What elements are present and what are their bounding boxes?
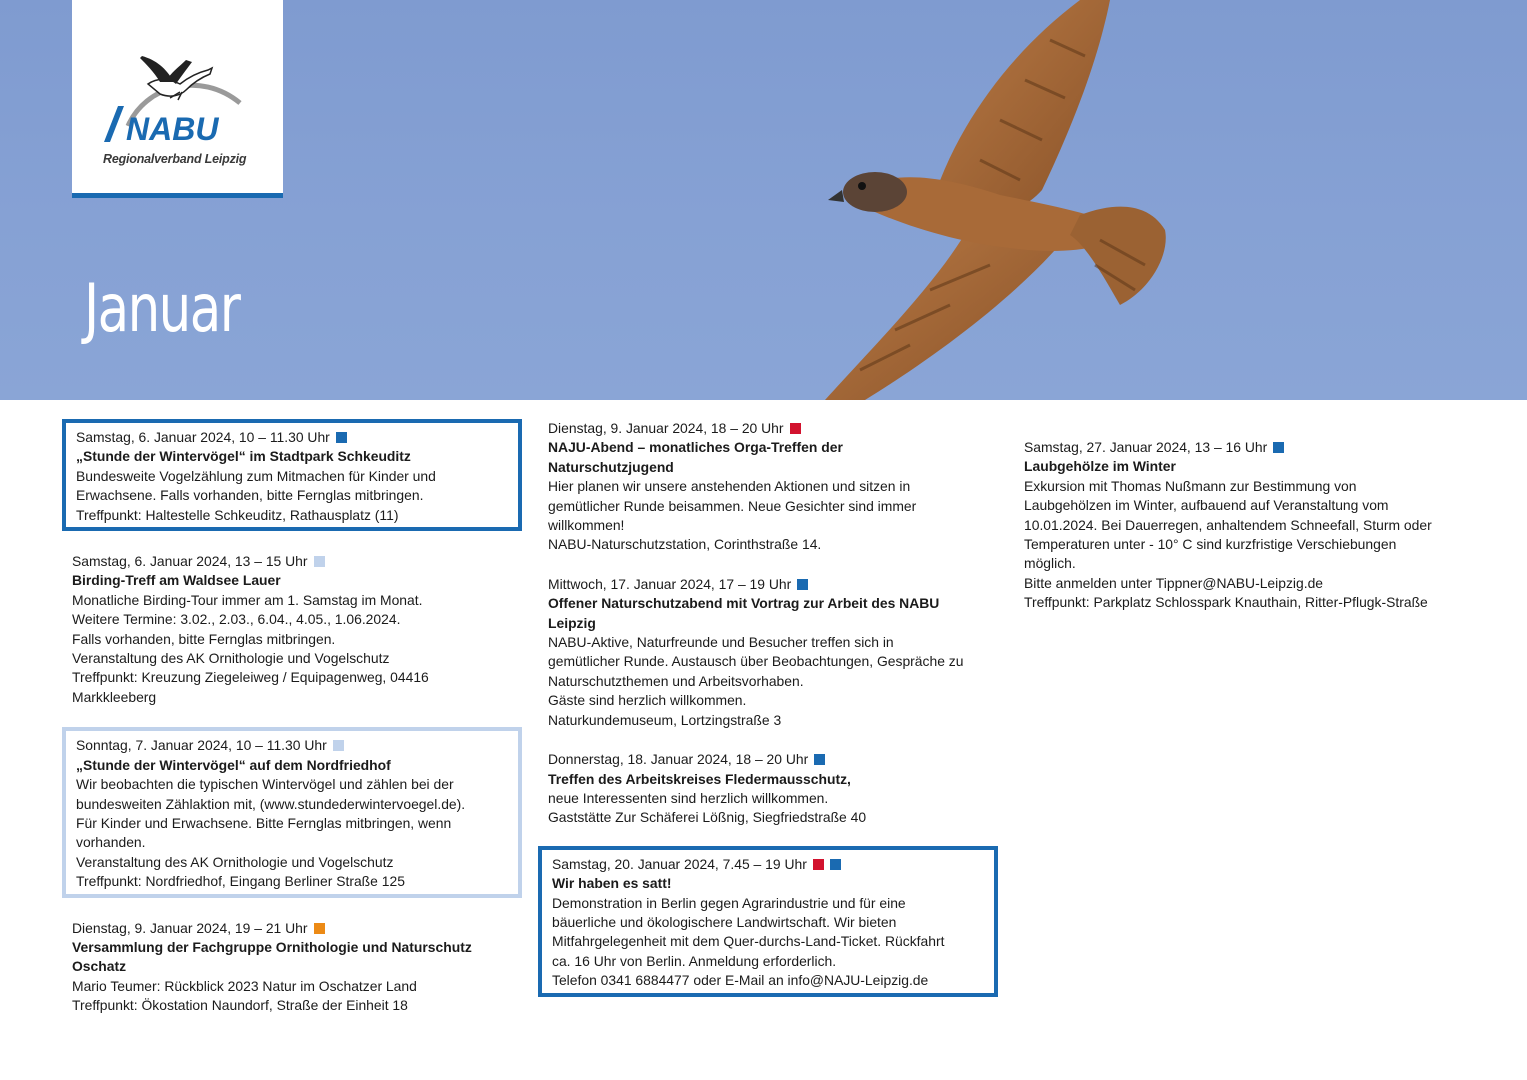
event-date: Mittwoch, 17. Januar 2024, 17 – 19 Uhr <box>548 575 988 594</box>
event-text: Naturschutzthemen und Arbeitsvorhaben. <box>548 672 804 689</box>
blue-marker <box>336 432 347 443</box>
event-text: Veranstaltung des AK Ornithologie und Vogelschutz <box>76 853 394 870</box>
event-title: Offener Naturschutzabend mit Vortrag zur Arbeit des NABU <box>548 595 940 612</box>
event-text: Treffpunkt: Nordfriedhof, Eingang Berliner Straße 125 <box>76 873 405 890</box>
event-text: Monatliche Birding-Tour immer am 1. Samstag im Monat. <box>72 591 423 608</box>
svg-text:NABU: NABU <box>126 111 219 143</box>
event-date: Samstag, 6. Januar 2024, 10 – 11.30 Uhr <box>76 428 508 447</box>
event-date: Sonntag, 7. Januar 2024, 10 – 11.30 Uhr <box>76 736 508 755</box>
event-card <box>62 419 522 531</box>
orange-marker <box>314 923 325 934</box>
event-card <box>62 727 522 897</box>
event-text: Gaststätte Zur Schäferei Lößnig, Siegfriedstraße 40 <box>548 809 867 826</box>
event-card <box>538 846 998 997</box>
event-title: Versammlung der Fachgruppe Ornithologie und Naturschutz <box>72 938 472 955</box>
event-text: Treffpunkt: Haltestelle Schkeuditz, Rathausplatz (11) <box>76 506 399 523</box>
event-text: Bitte anmelden unter Tippner@NABU-Leipzig.de <box>1024 574 1324 591</box>
light-blue-marker <box>314 556 325 567</box>
event-text: vorhanden. <box>76 834 146 851</box>
org-subtitle: Regionalverband Leipzig <box>103 152 247 166</box>
event-card <box>538 419 998 555</box>
event-text: Falls vorhanden, bitte Fernglas mitbringen. <box>72 630 336 647</box>
event-card <box>538 575 998 730</box>
event-title: „Stunde der Wintervögel“ im Stadtpark Schkeuditz <box>76 448 411 465</box>
event-date: Samstag, 20. Januar 2024, 7.45 – 19 Uhr <box>552 855 984 874</box>
red-marker <box>813 859 824 870</box>
event-text: 10.01.2024. Bei Dauerregen, anhaltendem Schneefall, Sturm oder <box>1024 516 1432 533</box>
blue-marker <box>830 859 841 870</box>
event-card <box>1014 438 1474 613</box>
event-title: Oschatz <box>72 958 127 975</box>
event-title: „Stunde der Wintervögel“ auf dem Nordfriedhof <box>76 756 391 773</box>
event-date: Dienstag, 9. Januar 2024, 19 – 21 Uhr <box>72 919 512 938</box>
event-title: NAJU-Abend – monatliches Orga-Treffen der <box>548 439 843 456</box>
event-date: Dienstag, 9. Januar 2024, 18 – 20 Uhr <box>548 419 988 438</box>
event-text: willkommen! <box>548 517 625 534</box>
event-card <box>62 552 522 707</box>
event-text: Mitfahrgelegenheit mit dem Quer-durchs-Land-Ticket. Rückfahrt <box>552 933 945 950</box>
event-text: Markkleeberg <box>72 688 157 705</box>
event-text: Temperaturen unter - 10° C sind kurzfristige Verschiebungen <box>1024 536 1397 553</box>
event-date: Samstag, 27. Januar 2024, 13 – 16 Uhr <box>1024 438 1464 457</box>
blue-marker <box>814 754 825 765</box>
event-title: Wir haben es satt! <box>552 875 672 892</box>
event-title: Naturschutzjugend <box>548 458 674 475</box>
event-text: gemütlicher Runde. Austausch über Beobachtungen, Gespräche zu <box>548 653 964 670</box>
event-text: bundesweiten Zählaktion mit, (www.stundederwintervoegel.de). <box>76 795 466 812</box>
event-date: Donnerstag, 18. Januar 2024, 18 – 20 Uhr <box>548 750 988 769</box>
event-card <box>538 750 998 828</box>
event-text: möglich. <box>1024 555 1076 572</box>
month-title: Januar <box>84 270 240 347</box>
event-text: NABU-Naturschutzstation, Corinthstraße 14. <box>548 536 822 553</box>
nabu-logo <box>72 0 283 198</box>
event-text: Naturkundemuseum, Lortzingstraße 3 <box>548 711 782 728</box>
event-text: Für Kinder und Erwachsene. Bitte Fernglas mitbringen, wenn <box>76 814 452 831</box>
event-text: Bundesweite Vogelzählung zum Mitmachen für Kinder und <box>76 467 436 484</box>
event-text: bäuerliche und ökologischere Landwirtschaft. Wir bieten <box>552 913 897 930</box>
event-date: Samstag, 6. Januar 2024, 13 – 15 Uhr <box>72 552 512 571</box>
event-text: ca. 16 Uhr von Berlin. Anmeldung erforderlich. <box>552 952 837 969</box>
event-text: Demonstration in Berlin gegen Agrarindustrie und für eine <box>552 894 906 911</box>
event-title: Treffen des Arbeitskreises Fledermausschutz, <box>548 770 851 787</box>
red-marker <box>790 423 801 434</box>
event-text: Laubgehölzen im Winter, aufbauend auf Veranstaltung vom <box>1024 497 1389 514</box>
event-text: Telefon 0341 6884477 oder E-Mail an info@NAJU-Leipzig.de <box>552 972 929 989</box>
event-text: Veranstaltung des AK Ornithologie und Vogelschutz <box>72 650 390 667</box>
event-card <box>62 919 522 1016</box>
event-title: Laubgehölze im Winter <box>1024 458 1176 475</box>
events-column-2 <box>538 419 998 1012</box>
event-text: Wir beobachten die typischen Wintervögel und zählen bei der <box>76 776 454 793</box>
hero-banner <box>0 0 1527 400</box>
event-text: Exkursion mit Thomas Nußmann zur Bestimmung von <box>1024 477 1357 494</box>
event-text: Hier planen wir unsere anstehenden Aktionen und sitzen in <box>548 478 911 495</box>
event-text: gemütlicher Runde beisammen. Neue Gesichter sind immer <box>548 497 917 514</box>
event-text: NABU-Aktive, Naturfreunde und Besucher treffen sich in <box>548 634 894 651</box>
event-text: Treffpunkt: Kreuzung Ziegeleiweg / Equipagenweg, 04416 <box>72 669 429 686</box>
event-text: Treffpunkt: Ökostation Naundorf, Straße der Einheit 18 <box>72 997 408 1014</box>
event-text: Treffpunkt: Parkplatz Schlosspark Knauthain, Ritter-Pflugk-Straße <box>1024 594 1428 611</box>
events-column-3 <box>1014 438 1474 633</box>
event-text: Weitere Termine: 3.02., 2.03., 6.04., 4.05., 1.06.2024. <box>72 611 401 628</box>
event-text: Gäste sind herzlich willkommen. <box>548 692 747 709</box>
event-title: Leipzig <box>548 614 596 631</box>
stork-logo-icon <box>100 48 255 143</box>
event-text: Mario Teumer: Rückblick 2023 Natur im Oschatzer Land <box>72 977 417 994</box>
event-text: neue Interessenten sind herzlich willkommen. <box>548 789 829 806</box>
event-text: Erwachsene. Falls vorhanden, bitte Fernglas mitbringen. <box>76 487 424 504</box>
blue-marker <box>1273 442 1284 453</box>
falcon-image <box>780 0 1200 400</box>
light-blue-marker <box>333 740 344 751</box>
events-column-1 <box>62 419 522 1036</box>
event-title: Birding-Treff am Waldsee Lauer <box>72 572 281 589</box>
blue-marker <box>797 579 808 590</box>
